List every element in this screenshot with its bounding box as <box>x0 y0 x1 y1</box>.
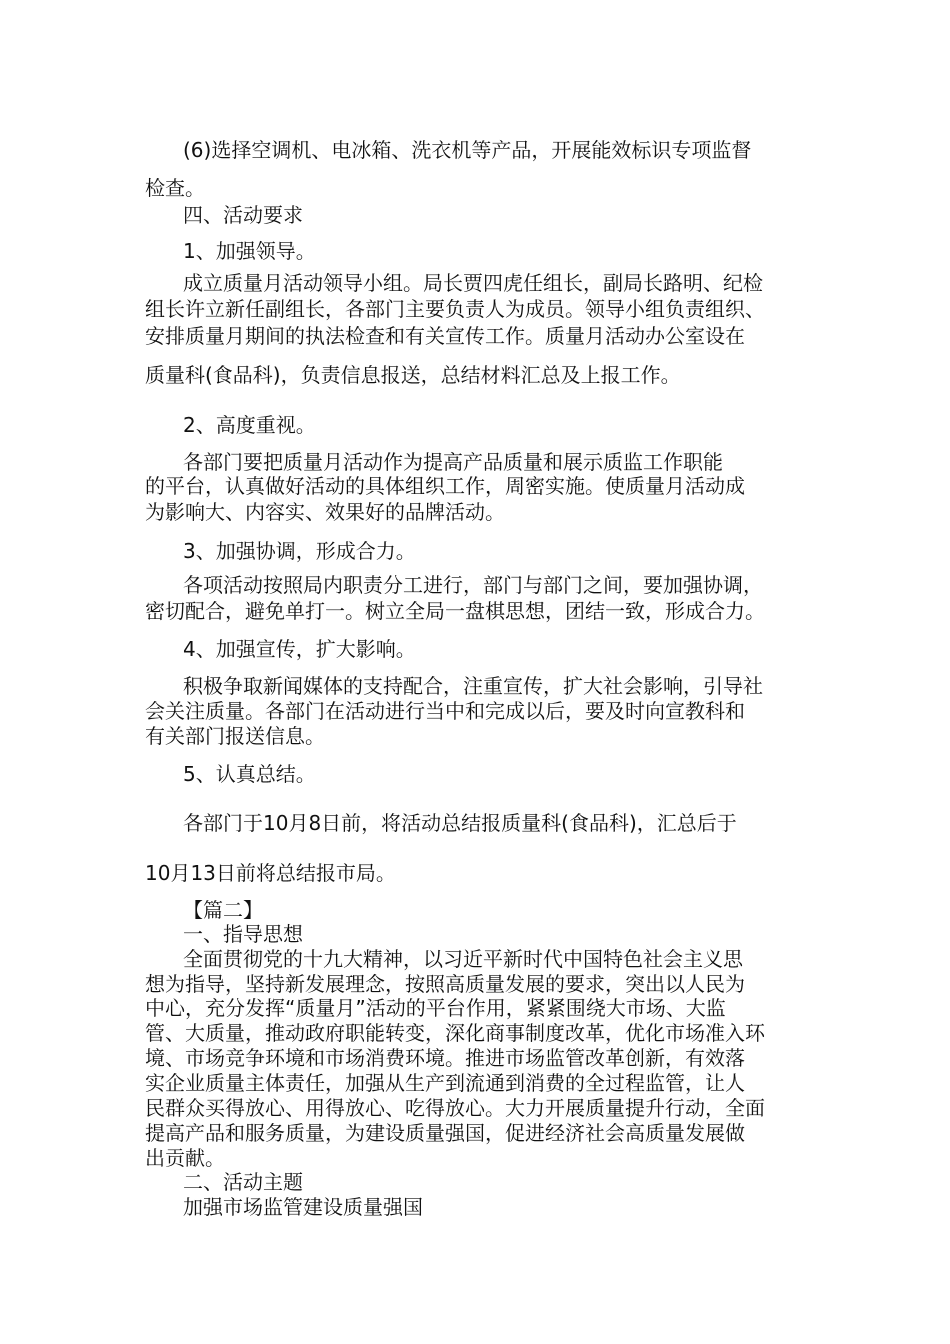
text-line: 出贡献。 <box>145 1146 225 1170</box>
text-line: 安排质量月期间的执法检查和有关宣传工作。质量月活动办公室设在 <box>145 324 745 348</box>
text-line: 加强市场监管建设质量强国 <box>183 1195 423 1219</box>
text-line: 各项活动按照局内职责分工进行，部门与部门之间，要加强协调， <box>183 573 763 597</box>
text-line: 民群众买得放心、用得放心、吃得放心。大力开展质量提升行动，全面 <box>145 1096 765 1120</box>
text-line: 有关部门报送信息。 <box>145 724 325 748</box>
text-line: 全面贯彻党的十九大精神，以习近平新时代中国特色社会主义思 <box>183 947 743 971</box>
section-heading: 二、活动主题 <box>183 1170 303 1194</box>
text-line: 组长许立新任副组长，各部门主要负责人为成员。领导小组负责组织、 <box>145 297 765 321</box>
text-line: 会关注质量。各部门在活动进行当中和完成以后，要及时向宣教科和 <box>145 699 745 723</box>
text-line: 提高产品和服务质量，为建设质量强国，促进经济社会高质量发展做 <box>145 1121 745 1145</box>
text-line: 管、大质量，推动政府职能转变，深化商事制度改革，优化市场准入环 <box>145 1021 765 1045</box>
section-heading: 四、活动要求 <box>183 203 303 227</box>
text-line: 的平台，认真做好活动的具体组织工作，周密实施。使质量月活动成 <box>145 474 745 498</box>
text-line: 中心，充分发挥“质量月”活动的平台作用，紧紧围绕大市场、大监 <box>145 996 726 1020</box>
text-line: 想为指导，坚持新发展理念，按照高质量发展的要求，突出以人民为 <box>145 972 745 996</box>
subsection-heading: 3、加强协调，形成合力。 <box>183 539 416 563</box>
text-line: 积极争取新闻媒体的支持配合，注重宣传，扩大社会影响，引导社 <box>183 674 763 698</box>
text-line: 密切配合，避免单打一。树立全局一盘棋思想，团结一致，形成合力。 <box>145 599 765 623</box>
text-line: 检查。 <box>145 176 205 200</box>
text-line: 为影响大、内容实、效果好的品牌活动。 <box>145 500 505 524</box>
text-line: 成立质量月活动领导小组。局长贾四虎任组长，副局长路明、纪检 <box>183 271 763 295</box>
text-line: 质量科(食品科)，负责信息报送，总结材料汇总及上报工作。 <box>145 363 681 387</box>
subsection-heading: 2、高度重视。 <box>183 413 316 437</box>
text-line: 实企业质量主体责任，加强从生产到流通到消费的全过程监管，让人 <box>145 1071 745 1095</box>
subsection-heading: 4、加强宣传，扩大影响。 <box>183 637 416 661</box>
text-line: 各部门于10月8日前，将活动总结报质量科(食品科)，汇总后于 <box>183 811 737 835</box>
subsection-heading: 1、加强领导。 <box>183 239 316 263</box>
text-line: (6)选择空调机、电冰箱、洗衣机等产品，开展能效标识专项监督 <box>183 138 752 162</box>
section-heading: 一、指导思想 <box>183 922 303 946</box>
text-line: 10月13日前将总结报市局。 <box>145 861 396 885</box>
subsection-heading: 5、认真总结。 <box>183 762 316 786</box>
text-line: 各部门要把质量月活动作为提高产品质量和展示质监工作职能 <box>183 450 723 474</box>
text-line: 境、市场竞争环境和市场消费环境。推进市场监管改革创新，有效落 <box>145 1046 745 1070</box>
part-heading: 【篇二】 <box>183 898 263 922</box>
